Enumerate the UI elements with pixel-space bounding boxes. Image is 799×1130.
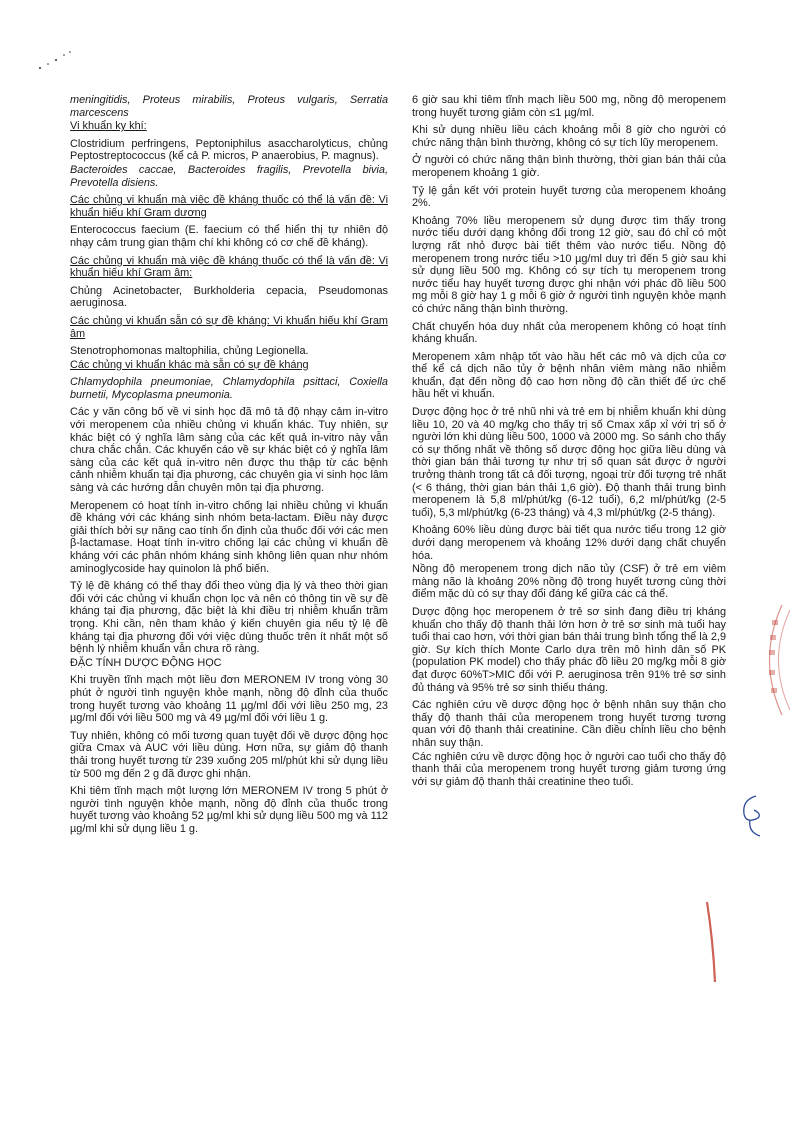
- initials-signature: [736, 790, 766, 840]
- company-stamp-fragment: [752, 600, 792, 720]
- aerobes-list-end: meningitidis, Proteus mirabilis, Proteus vulgaris, Serratia marcescens: [70, 94, 388, 119]
- dose-linearity-paragraph: Tuy nhiên, không có mối tương quan tuyệt đối về dược động học giữa Cmax và AUC với liều dùng. Hơn nữa, sự giảm độ thanh thải trong huyết tương từ 239 xuống 205 ml/phút khi sử dụng liều từ 500 mg đến 2 g đã được ghi nhận.: [70, 729, 388, 780]
- right-column: [412, 94, 726, 793]
- pediatric-pk-paragraph: Dược động học ở trẻ nhũ nhi và trẻ em bị nhiễm khuẩn khi dùng liều 10, 20 và 40 mg/kg cho thấy trị số Cmax xấp xỉ với trị số ở người lớn khi dùng liều 500, 1000 và 2000 mg. So sánh cho thấy có sự thống nhất về thông số dược động học giữa liều dùng và thời gian bán thải tương tự như trị số quan sát được ở người trưởng thành trong tất cả đối tượng, ngoại trừ đối tượng trẻ nhất (< 6 tháng, thời gian bán thải 1,6 giờ). Độ thanh thải trung bình meropenem là 5,8 ml/phút/kg (6-12 tuổi), 6,2 ml/phút/kg (2-5 tuổi), 5,3 ml/phút/kg (6-23 tháng) và 4,3 ml/phút/kg (2-5 tháng).: [412, 406, 726, 519]
- left-column: [70, 94, 388, 840]
- pediatric-excretion-paragraph: Khoảng 60% liều dùng được bài tiết qua nước tiểu trong 12 giờ dưới dạng meropenem và khoảng 12% dưới dạng chất chuyển hóa.: [412, 524, 726, 562]
- anaerobes-gram-positive: Clostridium perfringens, Peptoniphilus asaccharolyticus, chủng Peptostreptococcus (kể cả P. micros, P anaerobius, P. magnus).: [70, 137, 388, 163]
- other-resistance-list: Chlamydophila pneumoniae, Chlamydophila psittaci, Coxiella burnetii, Mycoplasma pneumonia.: [70, 376, 388, 401]
- inherent-resistance-heading: Các chủng vi khuẩn sẵn có sự đề kháng: Vi khuẩn hiếu khí Gram âm: [70, 314, 388, 340]
- regional-resistance-paragraph: Tỷ lệ đề kháng có thể thay đổi theo vùng địa lý và theo thời gian đối với các chủng vi khuẩn chọn lọc và nên có thông tin về sự đề kháng tại địa phương, đặc biệt là khi điều trị nhiễm khuẩn trầm trọng. Khi cần, nên tham khảo ý kiến chuyên gia nếu tỷ lệ đề kháng tại địa phương đối với việc dùng thuốc trên ít nhất một số bệnh lý nhiễm khuẩn vẫn chưa rõ ràng.: [70, 580, 388, 656]
- infusion-peak-paragraph: Khi truyền tĩnh mạch một liều đơn MERONEM IV trong vòng 30 phút ở người tình nguyện khỏe mạnh, nồng độ đỉnh của thuốc trong huyết tương vào khoảng 11 µg/ml đối với liều 250 mg, 23 µg/ml đối với liều 500 mg và 49 µg/ml đối với liều 1 g.: [70, 674, 388, 725]
- tissue-penetration-paragraph: Meropenem xâm nhập tốt vào hầu hết các mô và dịch của cơ thể kể cả dịch não tủy ở bệnh nhân viêm màng não nhiễm khuẩn, đạt đến nồng độ cao hơn nồng độ cần thiết để ức chế hầu hết vi khuẩn.: [412, 350, 726, 401]
- in-vitro-literature-paragraph: Các y văn công bố về vi sinh học đã mô tả độ nhạy cảm in-vitro với meropenem của nhiều chủng vi khuẩn khác. Tuy nhiên, sự khác biệt có ý nghĩa lâm sàng của các kết quả in-vitro này vẫn chưa chắc chắn. Các khuyến cáo về sự khác biệt có ý nghĩa lâm sàng của các kết quả in-vitro nên được thu thập từ các bệnh cảnh nhiễm khuẩn tại địa phương, các chuyên gia vi sinh học lâm sàng và các hướng dẫn chuyên môn tại địa phương.: [70, 406, 388, 495]
- enterococcus-paragraph: Enterococcus faecium (E. faecium có thể hiển thị tự nhiên độ nhạy cảm trung gian thậm chí khi không có cơ chế đề kháng).: [70, 224, 388, 249]
- protein-binding-paragraph: Tỷ lệ gắn kết với protein huyết tương của meropenem khoảng 2%.: [412, 184, 726, 210]
- resistance-heading-gram-negative: Các chủng vi khuẩn mà việc đề kháng thuốc có thể là vấn đề: Vi khuẩn hiếu khí Gram âm:: [70, 254, 388, 280]
- anaerobes-gram-negative: Bacteroides caccae, Bacteroides fragilis, Prevotella bivia, Prevotella disiens.: [70, 163, 388, 189]
- beta-lactam-activity-paragraph: Meropenem có hoạt tính in-vitro chống lại nhiều chủng vi khuẩn đề kháng với các kháng sinh nhóm beta-lactam. Điều này được giải thích bởi sự năng cao tính ổn định của thuốc đối với các men β-lactamase. Hoạt tính in-vitro chống lại các chủng vi khuẩn đề kháng với các phân nhóm kháng sinh không liên quan như nhóm aminoglycoside hay quinolon là phổ biến.: [70, 499, 388, 575]
- pharmacokinetics-heading: ĐẶC TÍNH DƯỢC ĐỘNG HỌC: [70, 656, 222, 669]
- gram-negative-resistant-list: Chủng Acinetobacter, Burkholderia cepacia, Pseudomonas aeruginosa.: [70, 284, 388, 310]
- anaerobes-heading: Vi khuẩn kỵ khí:: [70, 120, 147, 133]
- urinary-excretion-paragraph: Khoảng 70% liều meropenem sử dụng được tìm thấy trong nước tiểu dưới dạng không đổi trong 12 giờ, sau đó chỉ có một lượng rất nhỏ được bài tiết thêm vào nước tiểu. Nồng độ meropenem trong nước tiểu >10 µg/ml duy trì đến 5 giờ sau khi sử dụng liều 500 mg. Không có sự tích tụ meropenem trong nước tiểu hay huyết tương được ghi nhận với phác đồ liều 500 mg mỗi 8 giờ hay 1 g mỗi 6 giờ ở người tình nguyện khỏe mạnh có chức năng thận bình thường.: [412, 214, 726, 315]
- post-injection-paragraph: 6 giờ sau khi tiêm tĩnh mạch liều 500 mg, nồng độ meropenem trong huyết tương giảm còn ≤1 µg/ml.: [412, 94, 726, 119]
- renal-impairment-paragraph: Các nghiên cứu về dược động học ở bệnh nhân suy thận cho thấy độ thanh thải của meropenem trong huyết tương tương quan với độ thanh thải creatinine. Cần điều chỉnh liều cho bệnh nhân suy thận.: [412, 699, 726, 749]
- red-pen-mark: [703, 900, 723, 985]
- inherent-resistance-list: Stenotrophomonas maltophilia, chủng Legionella.: [70, 345, 309, 358]
- neonatal-pk-paragraph: Dược động học meropenem ở trẻ sơ sinh đang điều trị kháng khuẩn cho thấy độ thanh thải lớn hơn ở trẻ sơ sinh mà tuổi hay tuổi thai cao hơn, với thời gian bán thải trung bình tổng thể là 2,9 giờ. Sự kích thích Monte Carlo dựa trên mô hình dân số PK (population PK model) cho thấy phác đồ liều 20 mg/kg mỗi 8 giờ đạt được 60%T>MIC đối với P. aeruginosa trên 91% trẻ sơ sinh đủ tháng và 95% trẻ sơ sinh thiếu tháng.: [412, 605, 726, 694]
- elderly-pk-paragraph: Các nghiên cứu về dược động học ở người cao tuổi cho thấy độ thanh thải của meropenem trong huyết tương giảm tương ứng với sự giảm độ thanh thải creatinine theo tuổi.: [412, 750, 726, 788]
- bolus-peak-paragraph: Khi tiêm tĩnh mạch một lượng lớn MERONEM IV trong 5 phút ở người tình nguyện khỏe mạnh, nồng độ đỉnh của thuốc trong huyết tương vào khoảng 52 µg/ml khi sử dụng liều 500 mg và 112 µg/ml khi sử dụng liều 1 g.: [70, 785, 388, 835]
- resistance-heading-gram-positive: Các chủng vi khuẩn mà việc đề kháng thuốc có thể là vấn đề: Vi khuẩn hiếu khí Gram dương: [70, 194, 388, 219]
- multiple-dose-paragraph: Khi sử dụng nhiều liều cách khoảng mỗi 8 giờ cho người có chức năng thận bình thường, không có sự tích lũy meropenem.: [412, 124, 726, 149]
- csf-concentration-paragraph: Nồng độ meropenem trong dịch não tủy (CSF) ở trẻ em viêm màng não là khoảng 20% nồng độ trong huyết tương cùng thời điểm mặc dù có sự thay đổi đáng kể giữa các cá thể.: [412, 563, 726, 601]
- half-life-paragraph: Ở người có chức năng thận bình thường, thời gian bán thải của meropenem khoảng 1 giờ.: [412, 154, 726, 179]
- other-resistance-heading: Các chủng vi khuẩn khác mà sẵn có sự đề kháng: [70, 358, 309, 371]
- metabolite-paragraph: Chất chuyển hóa duy nhất của meropenem không có hoạt tính kháng khuẩn.: [412, 320, 726, 346]
- scan-specks: [36, 50, 76, 80]
